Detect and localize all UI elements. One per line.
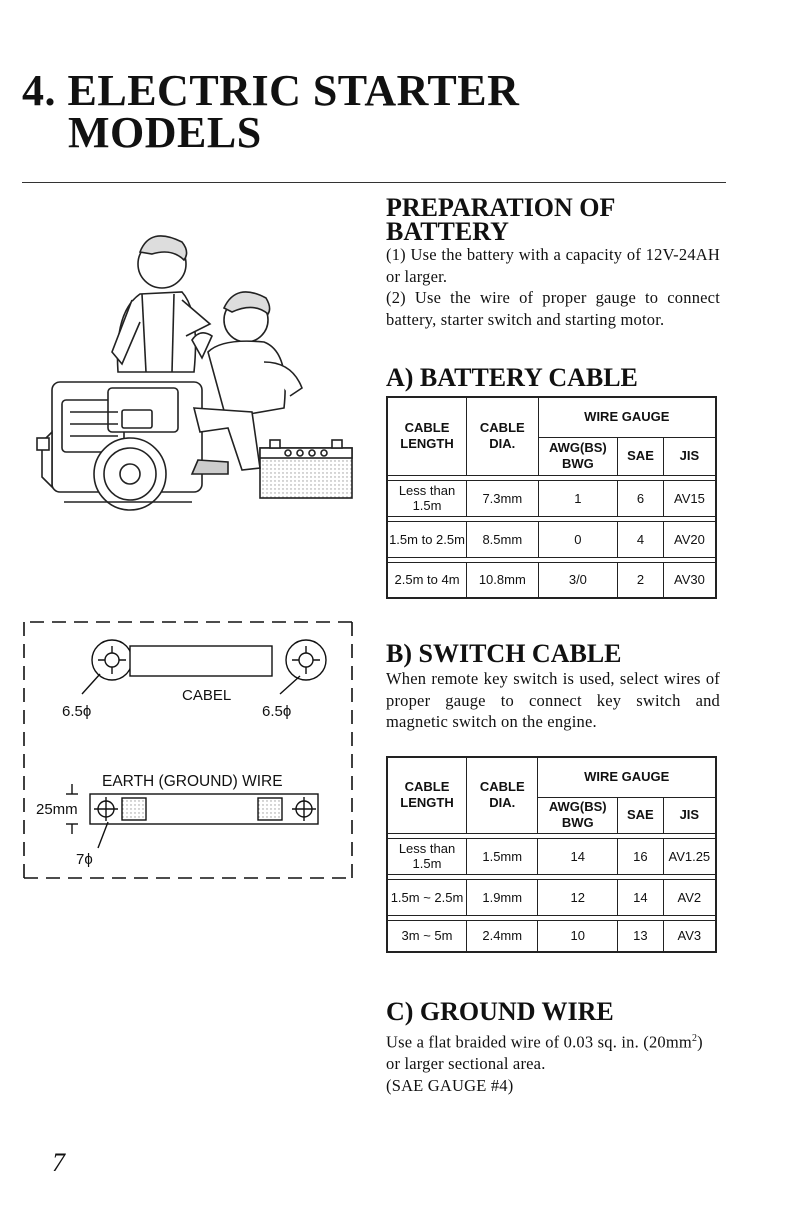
cell-length: 1.5m to 2.5m [387,521,467,557]
ground-wire-note: (SAE GAUGE #4) [386,1075,514,1095]
switch-cable-text: When remote key switch is used, select wires of proper gauge to connect key switch and magnetic switch on the engine. [386,669,720,731]
header-sae: SAE [618,437,664,475]
page-title [22,66,520,157]
cell-dia: 10.8mm [467,562,539,598]
cell-awg: 10 [538,920,618,952]
cell-jis: AV3 [663,920,716,952]
cell-dia: 1.5mm [467,838,538,874]
preparation-title-line2: BATTERY [386,217,509,246]
header-awg: AWG(BS) BWG [538,437,618,475]
earth-wire-label: EARTH (GROUND) WIRE [102,773,283,790]
cell-jis: AV2 [663,879,716,915]
cell-awg: 0 [538,521,618,557]
switch-cable-section [386,639,720,733]
cell-length: 3m ~ 5m [387,920,467,952]
switch-cable-table [386,756,717,953]
earth-wire-shape [66,784,318,848]
header-cable-dia: CABLE DIA. [467,757,538,833]
preparation-title [386,193,720,246]
page-title-line1: 4. ELECTRIC STARTER [22,66,520,115]
preparation-section [386,193,720,330]
header-wire-gauge: WIRE GAUGE [538,397,716,437]
cell-sae: 6 [618,480,664,516]
cell-jis: AV30 [663,562,716,598]
cell-dia: 2.4mm [467,920,538,952]
header-cable-dia: CABLE DIA. [467,397,539,475]
engine-drawing [37,382,202,510]
battery-drawing [260,440,352,498]
preparation-item-1: (1) Use the battery with a capacity of 12V-24AH or larger. [386,245,720,286]
cell-awg: 3/0 [538,562,618,598]
header-jis: JIS [663,437,716,475]
page-number: 7 [52,1148,65,1177]
preparation-item-2: (2) Use the wire of proper gauge to connect battery, starter switch and starting motor. [386,288,720,329]
hole-diameter-label: 7ϕ [76,851,93,868]
cell-sae: 4 [618,521,664,557]
battery-cable-shape [82,640,326,694]
cable-diagram [22,616,358,884]
width-label: 25mm [36,801,78,818]
table-row [387,838,716,874]
cell-awg: 12 [538,879,618,915]
cell-jis: AV15 [663,480,716,516]
header-cable-length: CABLE LENGTH [387,397,467,475]
left-diameter-label: 6.5ϕ [62,703,92,720]
kneeling-mechanic-drawing [192,292,302,474]
battery-cable-title: A) BATTERY CABLE [386,363,638,392]
battery-cable-table [386,396,717,599]
switch-cable-title: B) SWITCH CABLE [386,639,622,668]
cell-length: Less than 1.5m [387,480,467,516]
cell-sae: 13 [618,920,664,952]
header-sae: SAE [618,797,664,833]
table-row [387,920,716,952]
header-cable-length: CABLE LENGTH [387,757,467,833]
ground-wire-text-part2: ) or larger sectional area. [386,1032,703,1073]
cell-dia: 1.9mm [467,879,538,915]
right-diameter-label: 6.5ϕ [262,703,292,720]
ground-wire-text [386,1028,720,1075]
cell-jis: AV20 [663,521,716,557]
ground-wire-section [386,997,720,1096]
title-divider [22,182,726,183]
cable-label: CABEL [182,687,232,704]
cell-dia: 7.3mm [467,480,539,516]
page-title-line2: MODELS [68,108,262,157]
ground-wire-superscript: 2 [691,1033,698,1044]
cell-awg: 1 [538,480,618,516]
header-awg: AWG(BS) BWG [538,797,618,833]
cell-awg: 14 [538,838,618,874]
cell-jis: AV1.25 [663,838,716,874]
table-row [387,521,716,557]
table-row [387,480,716,516]
standing-mechanic-drawing [112,236,210,372]
preparation-title-line1: PREPARATION OF [386,193,616,222]
table-row [387,562,716,598]
cell-dia: 8.5mm [467,521,539,557]
cell-sae: 2 [618,562,664,598]
ground-wire-text-part1: Use a flat braided wire of 0.03 sq. in. (20mm [386,1032,692,1052]
cell-sae: 14 [618,879,664,915]
mechanics-illustration [22,212,372,522]
ground-wire-title: C) GROUND WIRE [386,997,614,1026]
table-row [387,879,716,915]
cell-sae: 16 [618,838,664,874]
cell-length: 1.5m ~ 2.5m [387,879,467,915]
header-jis: JIS [663,797,716,833]
header-wire-gauge: WIRE GAUGE [538,757,716,797]
cell-length: Less than 1.5m [387,838,467,874]
cell-length: 2.5m to 4m [387,562,467,598]
